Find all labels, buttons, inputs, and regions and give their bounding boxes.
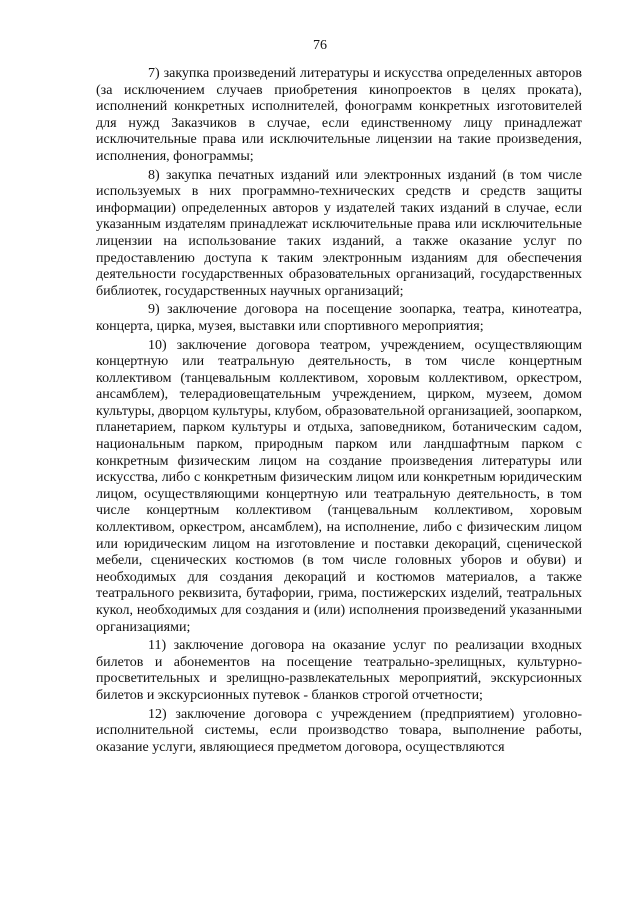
paragraph-item-7: 7) закупка произведений литературы и искусства определенных авторов (за исключением случаев приобретения кинопроектов в целях проката), исполнений конкретных исполнителей, фонограмм конкретных изготовителей для нужд Заказчиков в случае, если единственному лицу принадлежат исключительные права или исключительные лицензии на такие произведения, исполнения, фонограммы; (96, 66, 582, 164)
paragraph-item-11: 11) заключение договора на оказание услуг по реализации входных билетов и абонементов на посещение театрально-зрелищных, культурно-просветительных и зрелищно-развлекательных мероприятий, экскурсионных билетов и экскурсионных путевок - бланков строгой отчетности; (96, 638, 582, 703)
paragraph-item-8: 8) закупка печатных изданий или электронных изданий (в том числе используемых в них программно-технических средств и средств защиты информации) определенных авторов у издателей таких изданий в случае, если указанным издателям принадлежат исключительные права или исключительные лицензии на использование таких изданий, а также оказание услуг по предоставлению доступа к таким электронным изданиям для обеспечения деятельности государственных образовательных организаций, государственных библиотек, государственных научных организаций; (96, 167, 582, 299)
paragraph-item-12: 12) заключение договора с учреждением (предприятием) уголовно-исполнительной системы, если производство товара, выполнение работы, оказание услуги, являющиеся предметом договора, осуществляются (96, 706, 582, 755)
document-body (96, 66, 582, 758)
page-number: 76 (313, 38, 327, 53)
paragraph-item-10: 10) заключение договора театром, учреждением, осуществляющим концертную или театральную деятельность, в том числе концертным коллективом (танцевальным коллективом, хоровым коллективом, оркестром, ансамблем), телерадиовещательным учреждением, цирком, музеем, домом культуры, дворцом культуры, клубом, образовательной организацией, зоопарком, планетарием, парком культуры и отдыха, заповедником, ботаническим садом, национальным парком, природным парком или ландшафтным парком с конкретным физическим лицом на создание произведения литературы или искусства, либо с конкретным физическим лицом или конкретным юридическим лицом, осуществляющими концертную или театральную деятельность, в том числе концертным коллективом (танцевальным коллективом, хоровым коллективом, оркестром, ансамблем), на исполнение, либо с физическим лицом или юридическим лицом на изготовление и поставки декораций, сценической мебели, сценических костюмов (в том числе головных уборов и обуви) и необходимых для создания декораций и костюмов материалов, а также театрального реквизита, бутафории, грима, постижерских изделий, театральных кукол, необходимых для создания и (или) исполнения произведений указанными организациями; (96, 337, 582, 635)
paragraph-item-9: 9) заключение договора на посещение зоопарка, театра, кинотеатра, концерта, цирка, музея, выставки или спортивного мероприятия; (96, 302, 582, 334)
